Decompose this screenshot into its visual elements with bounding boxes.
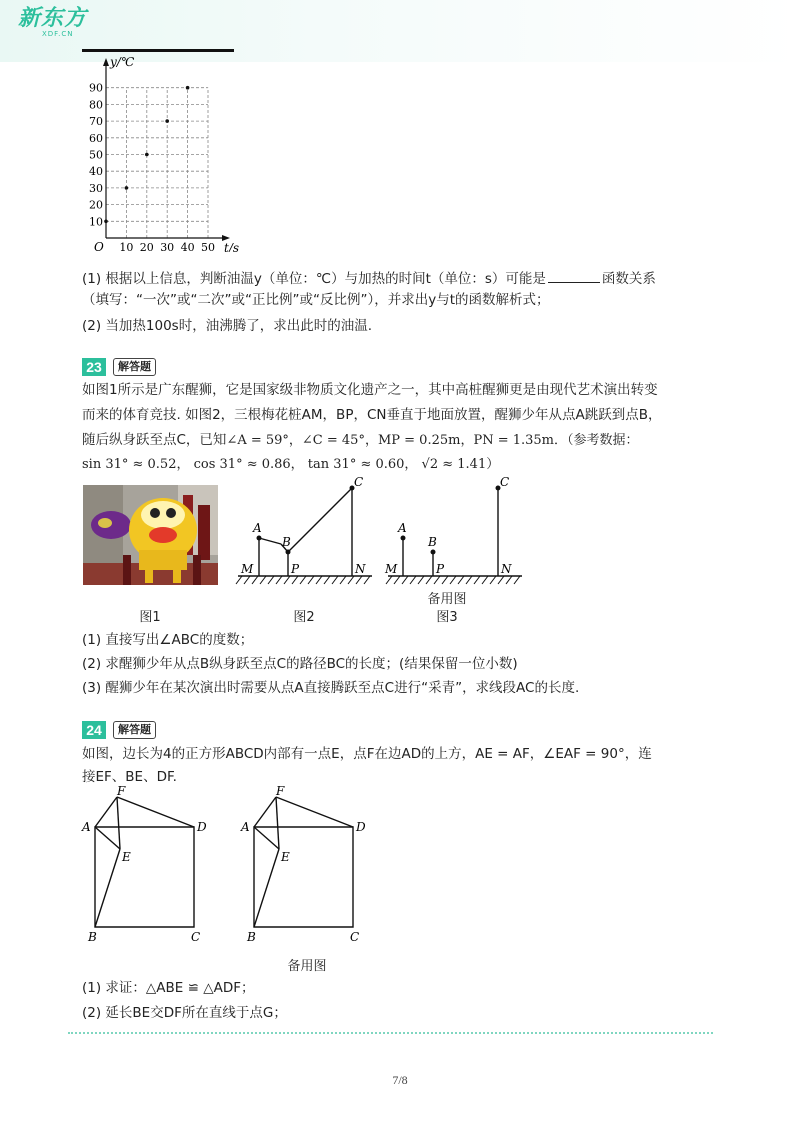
q22-answer-blank	[548, 268, 600, 283]
y-tick-label: 90	[89, 81, 103, 95]
logo-subtext: XDF.CN	[42, 30, 74, 38]
q24-figure-backup	[237, 783, 372, 948]
y-tick-label: 10	[89, 215, 103, 229]
q24-fig2-label-A: A	[241, 820, 250, 834]
q24-number-badge: 24	[82, 721, 106, 739]
q24-backup-caption: 备用图	[287, 959, 327, 974]
y-tick-label: 50	[89, 148, 103, 162]
footer-divider	[68, 1032, 713, 1034]
y-axis-label: y/℃	[110, 55, 135, 69]
data-point	[145, 153, 149, 157]
lion-dance-illustration	[83, 485, 218, 585]
fig2-label-A: A	[253, 521, 262, 535]
fig3-label-P: P	[436, 562, 445, 576]
figure-2-diagram	[230, 472, 380, 597]
q24-fig-label-A: A	[82, 820, 91, 834]
data-point	[165, 119, 169, 123]
fig3-caption-a: 备用图	[427, 592, 467, 607]
temperature-chart	[80, 52, 260, 252]
q24-fig2-label-D: D	[356, 820, 366, 834]
q23-stem-line3	[82, 430, 639, 451]
fig2-label-P: P	[291, 562, 300, 576]
q23-question-3: (3) 醒狮少年在某次演出时需要从点A直接腾跃至点C进行“采青”，求线段AC的长度.	[82, 680, 580, 696]
q22-part1-line2: （填写：“一次”或“二次”或“正比例”或“反比例”），并求出y与t的函数解析式；	[82, 292, 550, 308]
q23-number-badge: 23	[82, 358, 106, 376]
q24-type-label: 解答题	[113, 721, 156, 739]
q23-stem-line3-a: 随后纵身跃至点C，已知	[82, 432, 227, 448]
q23-type-label: 解答题	[113, 358, 156, 376]
fig1-caption: 图1	[139, 610, 161, 625]
data-point	[104, 220, 108, 224]
fig3-label-M: M	[385, 562, 398, 576]
q24-fig2-label-C: C	[350, 930, 360, 944]
q22-part1-text-a: (1) 根据以上信息，判断油温y（单位：℃）与加热的时间t（单位：s）可能是	[82, 271, 546, 287]
q24-fig-label-E: E	[122, 850, 131, 864]
q24-fig-label-B: B	[88, 930, 97, 944]
y-tick-label: 20	[89, 198, 103, 212]
q23-stem-line4: sin 31° ≈ 0.52， cos 31° ≈ 0.86， tan 31° ≈ 0.60， √2 ≈ 1.41）	[82, 457, 500, 472]
origin-label: O	[94, 240, 104, 252]
q24-fig2-label-E: E	[281, 850, 290, 864]
data-point	[186, 86, 190, 90]
lion-dance-photo	[83, 485, 218, 585]
q23-stem-line1: 如图1所示是广东醒狮，它是国家级非物质文化遗产之一，其中高桩醒狮更是由现代艺术演出转变	[82, 382, 658, 398]
q22-part1-text-b: 函数关系	[601, 271, 656, 287]
y-tick-label: 30	[89, 181, 103, 195]
x-tick-label: 40	[180, 241, 195, 252]
fig2-label-B: B	[282, 535, 291, 549]
q24-figure-main	[78, 783, 213, 948]
y-tick-label: 70	[89, 115, 103, 129]
q24-fig2-label-F: F	[276, 784, 285, 798]
x-tick-label: 50	[201, 241, 215, 252]
x-tick-label: 10	[119, 241, 134, 252]
fig3-label-C: C	[500, 475, 510, 489]
q24-question-1: (1) 求证：△ABE ≌ △ADF；	[82, 980, 255, 996]
q24-stem-line2: 接EF、BE、DF.	[82, 769, 177, 785]
x-tick-label: 20	[139, 241, 154, 252]
fig2-label-N: N	[355, 562, 366, 576]
fig3-label-A: A	[398, 521, 407, 535]
q23-stem-line2: 而来的体育竞技. 如图2，三根梅花桩AM，BP，CN垂直于地面放置，醒狮少年从点A跳跃到点B，	[82, 407, 662, 423]
data-point	[125, 186, 129, 190]
page-number: 7/8	[392, 1073, 408, 1087]
q22-part2: (2) 当加热100s时，油沸腾了，求出此时的油温.	[82, 318, 373, 334]
y-tick-label: 40	[89, 165, 103, 179]
x-axis-label: t/s	[224, 241, 240, 252]
fig3-label-N: N	[501, 562, 512, 576]
q23-stem-line3-b: ∠A = 59°，∠C = 45°，MP = 0.25m，PN = 1.35m．（参考数据：	[226, 433, 639, 448]
q24-fig-label-D: D	[197, 820, 207, 834]
y-axis-arrow	[103, 58, 109, 66]
x-tick-label: 30	[160, 241, 175, 252]
fig2-label-C: C	[354, 475, 364, 489]
y-tick-label: 60	[89, 131, 103, 145]
q23-question-2: (2) 求醒狮少年从点B纵身跃至点C的路径BC的长度；(结果保留一位小数)	[82, 656, 518, 672]
fig3-caption-b: 图3	[436, 610, 458, 625]
q24-fig-label-C: C	[191, 930, 201, 944]
q24-stem-line1: 如图，边长为4的正方形ABCD内部有一点E，点F在边AD的上方，AE = AF，∠EAF = 90°，连	[82, 746, 652, 762]
fig2-caption: 图2	[293, 610, 315, 625]
q24-question-2: (2) 延长BE交DF所在直线于点G；	[82, 1005, 287, 1021]
q22-part1-line1	[82, 268, 656, 289]
logo-text: 新东方	[18, 5, 88, 31]
y-tick-label: 80	[89, 98, 103, 112]
q24-fig-label-F: F	[117, 784, 126, 798]
q24-fig2-label-B: B	[247, 930, 256, 944]
brand-logo	[18, 6, 88, 40]
figure-3-diagram	[380, 472, 530, 597]
fig2-label-M: M	[241, 562, 254, 576]
fig3-label-B: B	[428, 535, 437, 549]
q23-question-1: (1) 直接写出∠ABC的度数；	[82, 632, 254, 648]
